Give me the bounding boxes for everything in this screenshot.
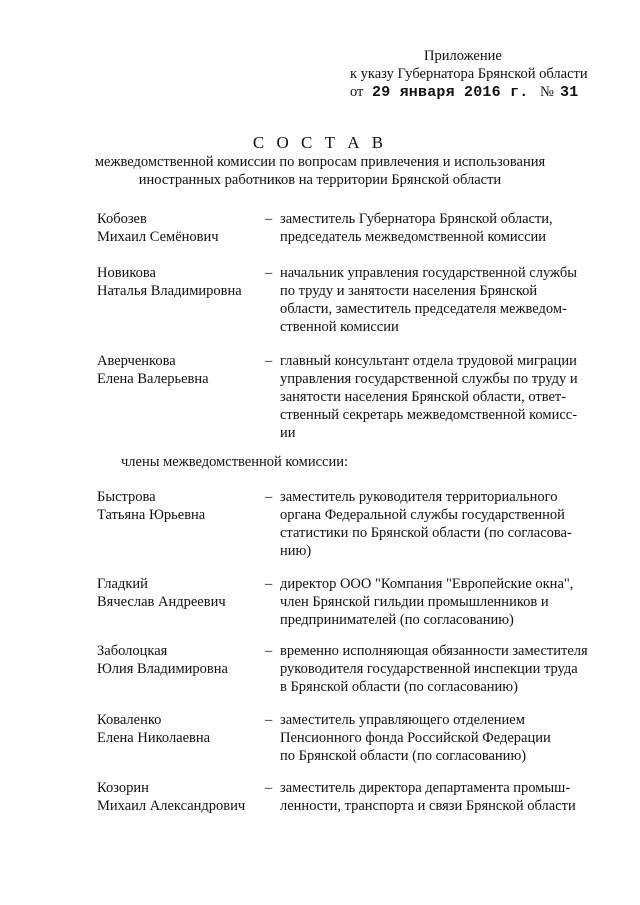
member-role-line: ственной комиссии <box>280 319 399 335</box>
member-name <box>97 488 267 524</box>
member-role-line: заместитель руководителя территориального <box>280 489 558 505</box>
member-role <box>280 779 600 815</box>
appendix-decree: к указу Губернатора Брянской области <box>350 66 588 82</box>
member-surname: Новикова <box>97 265 156 281</box>
member-surname: Козорин <box>97 780 149 796</box>
member-role-line: ии <box>280 425 296 441</box>
member-role-line: статистики по Брянской области (по согласова- <box>280 525 572 541</box>
member-dash: – <box>265 643 273 659</box>
appendix-number-label: № <box>540 84 554 100</box>
member-role-line: член Брянской гильдии промышленников и <box>280 594 549 610</box>
member-role-line: по труду и занятости населения Брянской <box>280 283 538 299</box>
member-role-line: временно исполняющая обязанности заместителя <box>280 643 588 659</box>
member-role-line: начальник управления государственной службы <box>280 265 577 281</box>
member-dash: – <box>265 211 273 227</box>
member-dash: – <box>265 489 273 505</box>
member-role-line: руководителя государственной инспекции труда <box>280 661 578 677</box>
member-given-name: Юлия Владимировна <box>97 661 228 677</box>
document-title: С О С Т А В <box>252 133 388 152</box>
appendix-title: Приложение <box>424 48 502 64</box>
member-surname: Аверченкова <box>97 353 176 369</box>
member-name <box>97 779 267 815</box>
appendix-date-line <box>350 83 625 101</box>
member-role-line: органа Федеральной службы государственной <box>280 507 565 523</box>
appendix-date: 29 января 2016 г. <box>372 84 529 101</box>
member-dash: – <box>265 576 273 592</box>
member-role-line: области, заместитель председателя межведом- <box>280 301 567 317</box>
member-role-line: заместитель директора департамента промыш- <box>280 780 571 796</box>
member-role <box>280 575 600 629</box>
document-heading <box>70 133 570 189</box>
member-name <box>97 264 267 300</box>
member-dash: – <box>265 353 273 369</box>
member-role-line: ленности, транспорта и связи Брянской области <box>280 798 576 814</box>
appendix-number: 31 <box>560 84 579 101</box>
member-role <box>280 711 600 765</box>
member-role-line: в Брянской области (по согласованию) <box>280 679 518 695</box>
document-subtitle-line1: межведомственной комиссии по вопросам привлечения и использования <box>94 154 546 170</box>
member-given-name: Татьяна Юрьевна <box>97 507 206 523</box>
members-section-label: члены межведомственной комиссии: <box>121 454 349 470</box>
member-role-line: заместитель управляющего отделением <box>280 712 525 728</box>
member-given-name: Наталья Владимировна <box>97 283 242 299</box>
member-role-line: управления государственной службы по труду и <box>280 371 578 387</box>
member-surname: Заболоцкая <box>97 643 168 659</box>
member-dash: – <box>265 265 273 281</box>
member-surname: Кобозев <box>97 211 147 227</box>
appendix-block <box>350 47 625 101</box>
document-subtitle-line2: иностранных работников на территории Брянской области <box>138 172 502 188</box>
member-role-line: директор ООО "Компания "Европейские окна", <box>280 576 574 592</box>
appendix-from-label: от <box>350 84 364 100</box>
member-surname: Коваленко <box>97 712 162 728</box>
member-role-line: заместитель Губернатора Брянской области, <box>280 211 553 227</box>
member-role-line: по Брянской области (по согласованию) <box>280 748 527 764</box>
member-role-line: занятости населения Брянской области, ответ- <box>280 389 567 405</box>
member-role <box>280 642 600 696</box>
member-name <box>97 575 267 611</box>
member-role <box>280 488 600 560</box>
member-dash: – <box>265 712 273 728</box>
member-role-line: нию) <box>280 543 312 559</box>
member-given-name: Елена Валерьевна <box>97 371 209 387</box>
member-given-name: Михаил Александрович <box>97 798 246 814</box>
member-dash: – <box>265 780 273 796</box>
member-name <box>97 642 267 678</box>
member-given-name: Михаил Семёнович <box>97 229 219 245</box>
member-role-line: главный консультант отдела трудовой миграции <box>280 353 577 369</box>
member-role-line: Пенсионного фонда Российской Федерации <box>280 730 551 746</box>
member-given-name: Елена Николаевна <box>97 730 211 746</box>
member-role <box>280 264 600 336</box>
member-name <box>97 352 267 388</box>
member-surname: Быстрова <box>97 489 156 505</box>
member-given-name: Вячеслав Андреевич <box>97 594 226 610</box>
member-surname: Гладкий <box>97 576 148 592</box>
member-role <box>280 352 600 442</box>
member-role-line: предпринимателей (по согласованию) <box>280 612 514 628</box>
member-role <box>280 210 600 246</box>
member-role-line: ственный секретарь межведомственной комисс- <box>280 407 578 423</box>
member-role-line: председатель межведомственной комиссии <box>280 229 547 245</box>
member-name <box>97 210 267 246</box>
member-name <box>97 711 267 747</box>
